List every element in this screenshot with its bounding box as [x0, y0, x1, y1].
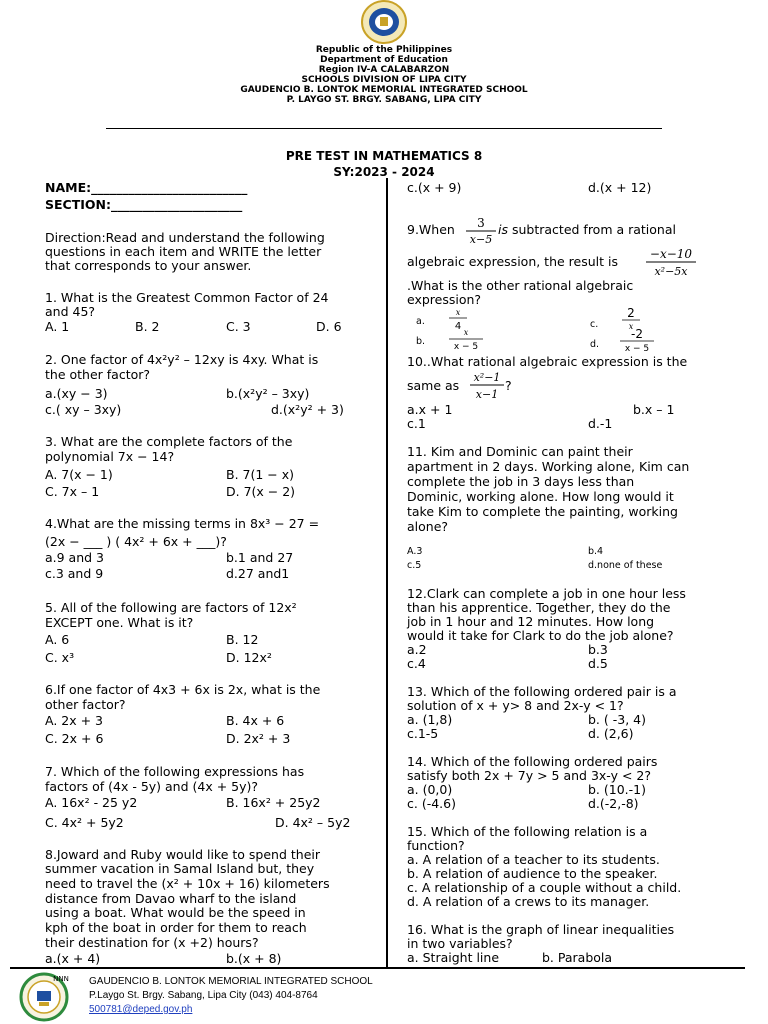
q5-text: EXCEPT one. What is it? — [45, 615, 194, 630]
q6-option-a[interactable]: A. 2x + 3 — [45, 713, 104, 728]
q5-option-d[interactable]: D. 12x² — [226, 650, 272, 665]
q3-text: 3. What are the complete factors of the — [45, 434, 293, 449]
q14-option-b[interactable]: b. (10.-1) — [588, 782, 646, 797]
q5-text: 5. All of the following are factors of 12x² — [45, 600, 297, 615]
footer-address: P.Laygo St. Brgy. Sabang, Lipa City (043) 404-8764 — [89, 990, 318, 1001]
q9-option-d-fraction — [618, 327, 656, 355]
q9-text — [498, 223, 676, 238]
q7-option-b[interactable]: B. 16x² + 25y2 — [226, 795, 321, 810]
q8-option-c[interactable]: c.(x + 9) — [407, 180, 462, 195]
q7-option-a[interactable]: A. 16x² - 25 y2 — [45, 795, 138, 810]
header-department: Department of Education — [320, 55, 448, 65]
q8-text: distance from Davao wharf to the island — [45, 891, 297, 906]
q9-a-den: 4 — [454, 321, 462, 332]
q9-res-den: x²−5x — [654, 265, 688, 278]
q2-option-a[interactable]: a.(xy − 3) — [45, 386, 108, 401]
q8-text: their destination for (x +2) hours? — [45, 935, 259, 950]
q11-option-c[interactable]: c.5 — [407, 560, 422, 571]
q14-option-d[interactable]: d.(-2,-8) — [588, 796, 639, 811]
q10-num: x²−1 — [473, 371, 501, 384]
q8-option-d[interactable]: d.(x + 12) — [588, 180, 652, 195]
q11-text: take Kim to complete the painting, working — [407, 504, 678, 519]
q10-den: x−1 — [475, 388, 499, 401]
q9-text: .What is the other rational algebraic — [407, 278, 634, 293]
header-republic: Republic of the Philippines — [315, 45, 453, 55]
q4-option-d[interactable]: d.27 and1 — [226, 566, 290, 581]
q1-text: 1. What is the Greatest Common Factor of 24 — [45, 290, 329, 305]
q4-option-a[interactable]: a.9 and 3 — [45, 550, 105, 565]
q14-text: 14. Which of the following ordered pairs — [407, 754, 658, 769]
q8-text: 8.Joward and Ruby would like to spend their — [45, 847, 321, 862]
q6-text: other factor? — [45, 697, 126, 712]
q3-option-a[interactable]: A. 7(x − 1) — [45, 467, 113, 482]
q1-option-b[interactable]: B. 2 — [135, 319, 160, 334]
q11-text: complete the job in 3 days less than — [407, 474, 635, 489]
q3-option-b[interactable]: B. 7(1 − x) — [226, 467, 294, 482]
q13-option-b[interactable]: b. ( -3, 4) — [588, 712, 646, 727]
q2-option-c[interactable]: c.( xy – 3xy) — [45, 402, 122, 417]
footer-email-link[interactable]: 500781@deped.gov.ph — [89, 1004, 193, 1015]
school-year: SY:2023 - 2024 — [333, 165, 435, 179]
q9-d-den: x − 5 — [624, 344, 650, 354]
q8-text: using a boat. What would be the speed in — [45, 905, 306, 920]
q10-text: 10..What rational algebraic expression is the — [407, 354, 688, 369]
q10-text: same as — [407, 378, 460, 393]
q14-option-c[interactable]: c. (-4.6) — [407, 796, 456, 811]
q4-text: 4.What are the missing terms in 8x³ − 27 = — [45, 516, 320, 531]
q9-option-d[interactable]: d. — [590, 339, 600, 350]
q11-text: alone? — [407, 519, 449, 534]
q12-option-b[interactable]: b.3 — [588, 642, 608, 657]
q2-text: the other factor? — [45, 367, 151, 382]
q6-option-c[interactable]: C. 2x + 6 — [45, 731, 104, 746]
q7-option-d[interactable]: D. 4x² – 5y2 — [275, 815, 351, 830]
q4-text: (2x − ___ ) ( 4x² + 6x + ___)? — [45, 534, 227, 549]
q9-c-den: x — [628, 322, 634, 331]
q11-option-a[interactable]: A.3 — [407, 546, 423, 557]
q12-option-d[interactable]: d.5 — [588, 656, 608, 671]
q7-text: 7. Which of the following expressions has — [45, 764, 305, 779]
q8-option-a[interactable]: a.(x + 4) — [45, 951, 101, 966]
q8-option-b[interactable]: b.(x + 8) — [226, 951, 282, 966]
q9-post: subtracted from a rational — [508, 222, 676, 237]
q9-fraction — [463, 215, 499, 247]
q10-option-d[interactable]: d.-1 — [588, 416, 613, 431]
q10-option-c[interactable]: c.1 — [407, 416, 426, 431]
q4-option-c[interactable]: c.3 and 9 — [45, 566, 104, 581]
q16-option-b[interactable]: b. Parabola — [542, 950, 613, 965]
q10-option-a[interactable]: a.x + 1 — [407, 402, 453, 417]
direction-line: questions in each item and WRITE the letter — [45, 244, 322, 259]
q10-text: ? — [505, 378, 512, 393]
q9-frac-num: 3 — [477, 216, 485, 230]
q6-text: 6.If one factor of 4x3 + 6x is 2x, what is the — [45, 682, 321, 697]
q2-option-b[interactable]: b.(x²y² – 3xy) — [226, 386, 310, 401]
q14-option-a[interactable]: a. (0,0) — [407, 782, 453, 797]
q7-option-c[interactable]: C. 4x² + 5y2 — [45, 815, 124, 830]
q9-frac-den: x−5 — [469, 233, 493, 246]
q10-option-b[interactable]: b.x – 1 — [633, 402, 675, 417]
header-school: GAUDENCIO B. LONTOK MEMORIAL INTEGRATED SCHOOL — [240, 85, 528, 95]
q11-option-b[interactable]: b.4 — [588, 546, 604, 557]
q15-option-a[interactable]: a. A relation of a teacher to its students. — [407, 852, 660, 867]
q8-text: kph of the boat in order for them to reach — [45, 920, 307, 935]
q1-text: and 45? — [45, 304, 96, 319]
name-field[interactable]: NAME:_________________________ — [45, 180, 248, 195]
q1-option-d[interactable]: D. 6 — [316, 319, 342, 334]
q13-text: 13. Which of the following ordered pair is a — [407, 684, 677, 699]
q2-text: 2. One factor of 4x²y² – 12xy is 4xy. What is — [45, 352, 319, 367]
q12-text: 12.Clark can complete a job in one hour less — [407, 586, 686, 601]
header-division: SCHOOLS DIVISION OF LIPA CITY — [301, 75, 467, 85]
q11-text: Dominic, working alone. How long would it — [407, 489, 674, 504]
q5-option-c[interactable]: C. x³ — [45, 650, 75, 665]
q9-result-fraction — [643, 246, 699, 278]
q1-option-c[interactable]: C. 3 — [226, 319, 251, 334]
q10-fraction — [467, 369, 507, 403]
section-field[interactable]: SECTION:_____________________ — [45, 197, 243, 212]
q9-option-c[interactable]: c. — [590, 319, 599, 330]
q3-text: polynomial 7x − 14? — [45, 449, 175, 464]
q9-option-b-fraction — [447, 327, 485, 353]
q12-text: job in 1 hour and 12 minutes. How long — [407, 614, 655, 629]
q9-is: is — [498, 222, 508, 237]
q13-option-a[interactable]: a. (1,8) — [407, 712, 453, 727]
q9-d-num: -2 — [631, 327, 643, 341]
q5-option-b[interactable]: B. 12 — [226, 632, 259, 647]
q15-text: 15. Which of the following relation is a — [407, 824, 648, 839]
header-divider — [106, 128, 662, 129]
q12-text: than his apprentice. Together, they do the — [407, 600, 671, 615]
q2-option-d[interactable]: d.(x²y² + 3) — [271, 402, 344, 417]
q9-b-den: x − 5 — [453, 342, 479, 352]
q15-option-b[interactable]: b. A relation of audience to the speaker. — [407, 866, 658, 881]
q13-option-d[interactable]: d. (2,6) — [588, 726, 634, 741]
q15-option-d[interactable]: d. A relation of a crews to its manager. — [407, 894, 650, 909]
q8-text: summer vacation in Samal Island but, they — [45, 861, 315, 876]
q6-option-b[interactable]: B. 4x + 6 — [226, 713, 285, 728]
q7-text: factors of (4x - 5y) and (4x + 5y)? — [45, 779, 259, 794]
q16-text: 16. What is the graph of linear inequalities — [407, 922, 675, 937]
direction-line: Direction:Read and understand the following — [45, 230, 325, 245]
q16-option-a[interactable]: a. Straight line — [407, 950, 500, 965]
q9-option-b[interactable]: b. — [416, 336, 426, 347]
q1-option-a[interactable]: A. 1 — [45, 319, 70, 334]
q14-text: satisfy both 2x + 7y > 5 and 3x-y < 2? — [407, 768, 651, 783]
header-region: Region IV-A CALABARZON — [318, 65, 450, 75]
q6-option-d[interactable]: D. 2x² + 3 — [226, 731, 291, 746]
q9-b-num: x — [463, 328, 469, 337]
school-logo-icon — [18, 972, 70, 1022]
q9-a-num: x — [455, 308, 461, 317]
q13-text: solution of x + y> 8 and 2x-y < 1? — [407, 698, 624, 713]
q9-res-num: −x−10 — [649, 247, 693, 261]
column-divider — [386, 178, 388, 968]
q15-option-c[interactable]: c. A relationship of a couple without a child. — [407, 880, 682, 895]
q4-option-b[interactable]: b.1 and 27 — [226, 550, 294, 565]
footer-school: GAUDENCIO B. LONTOK MEMORIAL INTEGRATED SCHOOL — [89, 976, 373, 987]
q3-option-d[interactable]: D. 7(x − 2) — [226, 484, 296, 499]
direction-line: that corresponds to your answer. — [45, 258, 252, 273]
q9-option-a[interactable]: a. — [416, 316, 425, 327]
header-address: P. LAYGO ST. BRGY. SABANG, LIPA CITY — [286, 95, 482, 105]
q9-text: expression? — [407, 292, 482, 307]
q13-option-c[interactable]: c.1-5 — [407, 726, 439, 741]
q11-option-d[interactable]: d.none of these — [588, 560, 663, 571]
logo-text: NNN — [53, 975, 69, 983]
q15-text: function? — [407, 838, 465, 853]
q11-text: 11. Kim and Dominic can paint their — [407, 444, 633, 459]
q8-text: need to travel the (x² + 10x + 16) kilometers — [45, 876, 330, 891]
q3-option-c[interactable]: C. 7x – 1 — [45, 484, 100, 499]
q11-text: apartment in 2 days. Working alone, Kim can — [407, 459, 690, 474]
q16-text: in two variables? — [407, 936, 513, 951]
q5-option-a[interactable]: A. 6 — [45, 632, 70, 647]
test-title: PRE TEST IN MATHEMATICS 8 — [285, 149, 483, 163]
footer-divider — [10, 967, 745, 969]
q9-text: algebraic expression, the result is — [407, 254, 618, 269]
q9-c-num: 2 — [627, 306, 635, 320]
q9-text: 9.When — [407, 222, 455, 237]
q12-option-c[interactable]: c.4 — [407, 656, 426, 671]
deped-seal-icon — [357, 0, 411, 44]
q12-text: would it take for Clark to do the job alone? — [407, 628, 674, 643]
q12-option-a[interactable]: a.2 — [407, 642, 427, 657]
